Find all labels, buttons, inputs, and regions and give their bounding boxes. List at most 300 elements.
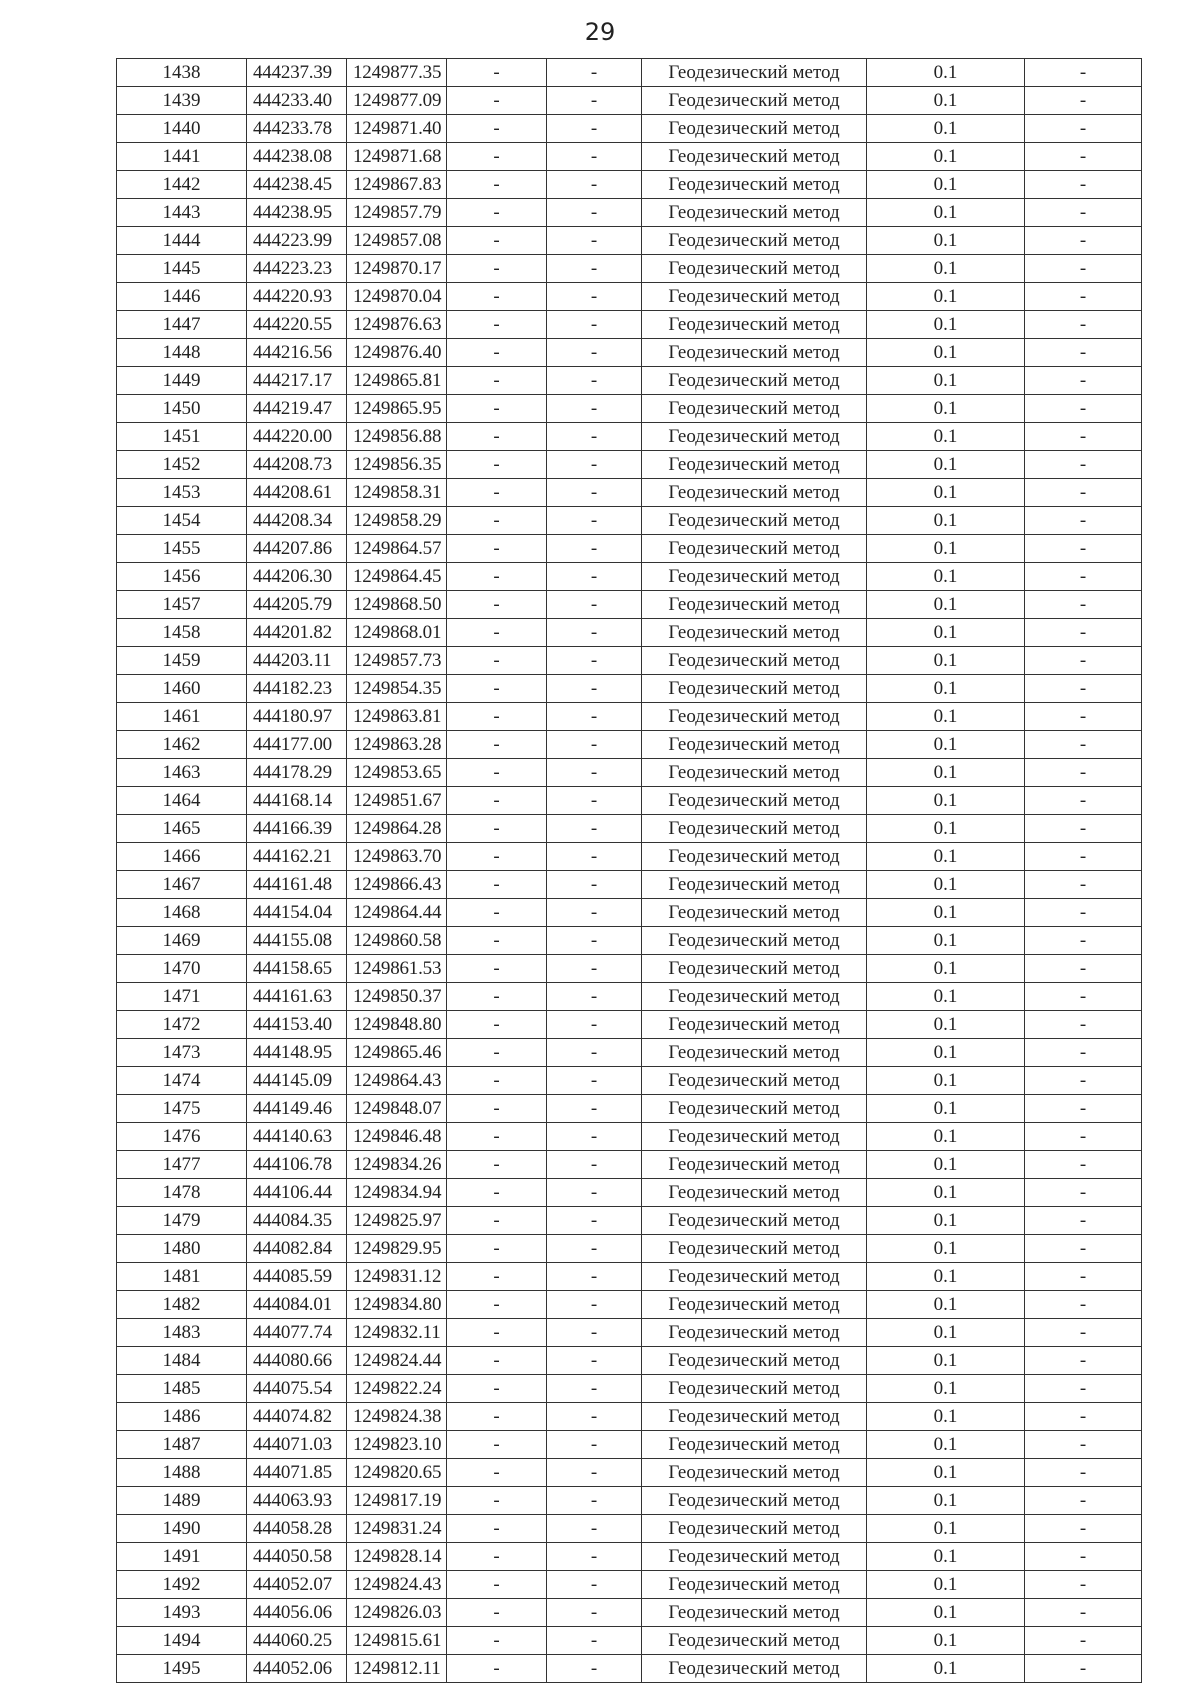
cell-empty-dash: - [1025,955,1142,983]
table-row [117,227,1142,255]
cell-point-number: 1473 [117,1039,247,1067]
table-row [117,283,1142,311]
cell-point-number: 1464 [117,787,247,815]
cell-empty-dash: - [1025,787,1142,815]
cell-empty-dash: - [447,367,547,395]
table-row [117,255,1142,283]
cell-empty-dash: - [447,1179,547,1207]
cell-empty-dash: - [547,899,642,927]
cell-empty-dash: - [547,1095,642,1123]
cell-point-number: 1494 [117,1627,247,1655]
cell-empty-dash: - [447,479,547,507]
cell-point-number: 1482 [117,1291,247,1319]
cell-empty-dash: - [1025,1067,1142,1095]
cell-coordinate-y: 1249850.37 [347,983,447,1011]
cell-coordinate-x: 444153.40 [247,1011,347,1039]
table-row [117,619,1142,647]
cell-method: Геодезический метод [642,1011,867,1039]
cell-coordinate-x: 444203.11 [247,647,347,675]
table-row [117,1291,1142,1319]
cell-empty-dash: - [547,115,642,143]
cell-coordinate-y: 1249865.46 [347,1039,447,1067]
cell-coordinate-x: 444223.23 [247,255,347,283]
cell-point-number: 1475 [117,1095,247,1123]
cell-method: Геодезический метод [642,1123,867,1151]
cell-empty-dash: - [1025,199,1142,227]
table-row [117,1123,1142,1151]
cell-empty-dash: - [447,1375,547,1403]
cell-empty-dash: - [547,1431,642,1459]
cell-coordinate-y: 1249864.57 [347,535,447,563]
cell-coordinate-y: 1249860.58 [347,927,447,955]
cell-empty-dash: - [1025,1403,1142,1431]
cell-accuracy: 0.1 [867,1179,1025,1207]
cell-empty-dash: - [447,899,547,927]
cell-method: Геодезический метод [642,1487,867,1515]
cell-empty-dash: - [547,1655,642,1683]
cell-coordinate-y: 1249877.35 [347,59,447,87]
cell-empty-dash: - [547,647,642,675]
cell-accuracy: 0.1 [867,1571,1025,1599]
cell-point-number: 1439 [117,87,247,115]
cell-point-number: 1441 [117,143,247,171]
cell-empty-dash: - [447,731,547,759]
cell-coordinate-y: 1249865.95 [347,395,447,423]
cell-method: Геодезический метод [642,479,867,507]
cell-accuracy: 0.1 [867,1235,1025,1263]
cell-point-number: 1478 [117,1179,247,1207]
cell-point-number: 1484 [117,1347,247,1375]
cell-accuracy: 0.1 [867,367,1025,395]
cell-coordinate-x: 444077.74 [247,1319,347,1347]
cell-method: Геодезический метод [642,171,867,199]
cell-empty-dash: - [1025,451,1142,479]
cell-empty-dash: - [447,927,547,955]
table-row [117,899,1142,927]
cell-empty-dash: - [1025,1347,1142,1375]
cell-point-number: 1479 [117,1207,247,1235]
table-row [117,339,1142,367]
cell-method: Геодезический метод [642,1375,867,1403]
cell-coordinate-y: 1249846.48 [347,1123,447,1151]
cell-method: Геодезический метод [642,983,867,1011]
cell-coordinate-y: 1249876.40 [347,339,447,367]
cell-empty-dash: - [547,339,642,367]
cell-coordinate-y: 1249820.65 [347,1459,447,1487]
cell-empty-dash: - [447,1543,547,1571]
cell-coordinate-x: 444205.79 [247,591,347,619]
cell-empty-dash: - [1025,1179,1142,1207]
cell-method: Геодезический метод [642,1095,867,1123]
cell-empty-dash: - [547,1319,642,1347]
cell-accuracy: 0.1 [867,1095,1025,1123]
table-row [117,591,1142,619]
cell-empty-dash: - [1025,871,1142,899]
cell-empty-dash: - [547,1207,642,1235]
cell-coordinate-x: 444178.29 [247,759,347,787]
cell-accuracy: 0.1 [867,591,1025,619]
cell-coordinate-x: 444063.93 [247,1487,347,1515]
cell-empty-dash: - [547,199,642,227]
cell-accuracy: 0.1 [867,143,1025,171]
cell-method: Геодезический метод [642,395,867,423]
cell-empty-dash: - [447,1655,547,1683]
cell-coordinate-x: 444238.08 [247,143,347,171]
table-row [117,563,1142,591]
cell-point-number: 1476 [117,1123,247,1151]
cell-empty-dash: - [547,591,642,619]
cell-empty-dash: - [447,1067,547,1095]
cell-empty-dash: - [1025,1039,1142,1067]
cell-empty-dash: - [447,675,547,703]
cell-empty-dash: - [447,647,547,675]
cell-empty-dash: - [447,1011,547,1039]
table-row [117,115,1142,143]
cell-point-number: 1457 [117,591,247,619]
cell-empty-dash: - [547,59,642,87]
table-row [117,1487,1142,1515]
cell-coordinate-x: 444074.82 [247,1403,347,1431]
cell-empty-dash: - [1025,59,1142,87]
cell-coordinate-x: 444154.04 [247,899,347,927]
cell-point-number: 1461 [117,703,247,731]
cell-point-number: 1443 [117,199,247,227]
cell-method: Геодезический метод [642,675,867,703]
cell-coordinate-x: 444238.95 [247,199,347,227]
cell-empty-dash: - [447,339,547,367]
cell-empty-dash: - [447,1235,547,1263]
table-row [117,87,1142,115]
cell-empty-dash: - [447,815,547,843]
cell-point-number: 1480 [117,1235,247,1263]
cell-point-number: 1445 [117,255,247,283]
cell-empty-dash: - [547,563,642,591]
cell-accuracy: 0.1 [867,1655,1025,1683]
cell-accuracy: 0.1 [867,1403,1025,1431]
cell-accuracy: 0.1 [867,1151,1025,1179]
table-row [117,1095,1142,1123]
cell-point-number: 1450 [117,395,247,423]
table-row [117,927,1142,955]
cell-point-number: 1468 [117,899,247,927]
cell-empty-dash: - [447,507,547,535]
cell-coordinate-x: 444155.08 [247,927,347,955]
cell-empty-dash: - [547,1067,642,1095]
cell-point-number: 1474 [117,1067,247,1095]
cell-point-number: 1493 [117,1599,247,1627]
cell-coordinate-y: 1249831.12 [347,1263,447,1291]
table-row [117,1039,1142,1067]
cell-empty-dash: - [547,1011,642,1039]
cell-empty-dash: - [1025,563,1142,591]
cell-method: Геодезический метод [642,1627,867,1655]
cell-coordinate-x: 444217.17 [247,367,347,395]
cell-accuracy: 0.1 [867,563,1025,591]
cell-method: Геодезический метод [642,815,867,843]
cell-empty-dash: - [547,1263,642,1291]
cell-coordinate-x: 444080.66 [247,1347,347,1375]
cell-point-number: 1491 [117,1543,247,1571]
cell-empty-dash: - [1025,675,1142,703]
cell-coordinate-y: 1249857.08 [347,227,447,255]
cell-empty-dash: - [447,59,547,87]
cell-empty-dash: - [447,1291,547,1319]
cell-empty-dash: - [447,199,547,227]
cell-coordinate-x: 444166.39 [247,815,347,843]
cell-empty-dash: - [547,367,642,395]
cell-point-number: 1471 [117,983,247,1011]
cell-empty-dash: - [547,1039,642,1067]
cell-empty-dash: - [447,787,547,815]
cell-empty-dash: - [547,283,642,311]
cell-accuracy: 0.1 [867,731,1025,759]
cell-method: Геодезический метод [642,423,867,451]
table-row [117,675,1142,703]
cell-empty-dash: - [447,1431,547,1459]
cell-coordinate-y: 1249866.43 [347,871,447,899]
cell-accuracy: 0.1 [867,1459,1025,1487]
cell-empty-dash: - [447,759,547,787]
cell-coordinate-x: 444106.44 [247,1179,347,1207]
cell-accuracy: 0.1 [867,1431,1025,1459]
cell-coordinate-y: 1249824.43 [347,1571,447,1599]
cell-method: Геодезический метод [642,59,867,87]
cell-empty-dash: - [1025,815,1142,843]
cell-coordinate-y: 1249871.68 [347,143,447,171]
cell-empty-dash: - [1025,843,1142,871]
cell-method: Геодезический метод [642,591,867,619]
cell-coordinate-y: 1249864.28 [347,815,447,843]
cell-empty-dash: - [547,1151,642,1179]
cell-empty-dash: - [1025,143,1142,171]
cell-empty-dash: - [1025,535,1142,563]
cell-empty-dash: - [447,983,547,1011]
cell-empty-dash: - [1025,1655,1142,1683]
cell-accuracy: 0.1 [867,983,1025,1011]
table-row [117,759,1142,787]
cell-empty-dash: - [1025,591,1142,619]
cell-point-number: 1456 [117,563,247,591]
cell-accuracy: 0.1 [867,843,1025,871]
cell-point-number: 1452 [117,451,247,479]
cell-method: Геодезический метод [642,1459,867,1487]
table-row [117,1655,1142,1683]
cell-method: Геодезический метод [642,507,867,535]
cell-empty-dash: - [1025,619,1142,647]
cell-coordinate-y: 1249834.26 [347,1151,447,1179]
cell-accuracy: 0.1 [867,955,1025,983]
cell-empty-dash: - [1025,1095,1142,1123]
cell-point-number: 1455 [117,535,247,563]
cell-coordinate-x: 444106.78 [247,1151,347,1179]
cell-method: Геодезический метод [642,843,867,871]
cell-point-number: 1459 [117,647,247,675]
cell-accuracy: 0.1 [867,647,1025,675]
table-row [117,395,1142,423]
cell-empty-dash: - [547,871,642,899]
cell-accuracy: 0.1 [867,1319,1025,1347]
table-row [117,787,1142,815]
cell-point-number: 1490 [117,1515,247,1543]
cell-point-number: 1495 [117,1655,247,1683]
cell-coordinate-x: 444060.25 [247,1627,347,1655]
table-row [117,1067,1142,1095]
cell-coordinate-y: 1249864.43 [347,1067,447,1095]
cell-empty-dash: - [1025,367,1142,395]
cell-method: Геодезический метод [642,1347,867,1375]
cell-empty-dash: - [447,1459,547,1487]
table-row [117,1599,1142,1627]
cell-empty-dash: - [447,451,547,479]
cell-method: Геодезический метод [642,1571,867,1599]
cell-empty-dash: - [447,1347,547,1375]
cell-empty-dash: - [547,423,642,451]
table-row [117,1207,1142,1235]
cell-method: Геодезический метод [642,619,867,647]
cell-empty-dash: - [447,283,547,311]
cell-empty-dash: - [447,619,547,647]
cell-coordinate-x: 444237.39 [247,59,347,87]
cell-empty-dash: - [547,171,642,199]
cell-empty-dash: - [447,1263,547,1291]
cell-coordinate-x: 444148.95 [247,1039,347,1067]
cell-accuracy: 0.1 [867,815,1025,843]
cell-coordinate-x: 444219.47 [247,395,347,423]
cell-empty-dash: - [547,703,642,731]
table-row [117,1263,1142,1291]
table-row [117,843,1142,871]
cell-coordinate-y: 1249829.95 [347,1235,447,1263]
cell-accuracy: 0.1 [867,1627,1025,1655]
cell-empty-dash: - [547,983,642,1011]
cell-coordinate-y: 1249824.38 [347,1403,447,1431]
cell-point-number: 1451 [117,423,247,451]
cell-coordinate-y: 1249877.09 [347,87,447,115]
cell-accuracy: 0.1 [867,1291,1025,1319]
cell-accuracy: 0.1 [867,1067,1025,1095]
cell-coordinate-y: 1249812.11 [347,1655,447,1683]
cell-coordinate-x: 444052.07 [247,1571,347,1599]
table-row [117,703,1142,731]
cell-empty-dash: - [1025,983,1142,1011]
cell-empty-dash: - [447,1599,547,1627]
cell-coordinate-x: 444162.21 [247,843,347,871]
cell-empty-dash: - [547,731,642,759]
cell-method: Геодезический метод [642,1067,867,1095]
cell-coordinate-y: 1249865.81 [347,367,447,395]
cell-accuracy: 0.1 [867,535,1025,563]
table-row [117,731,1142,759]
cell-coordinate-y: 1249857.79 [347,199,447,227]
cell-coordinate-x: 444223.99 [247,227,347,255]
cell-coordinate-x: 444201.82 [247,619,347,647]
cell-coordinate-y: 1249870.17 [347,255,447,283]
cell-empty-dash: - [547,927,642,955]
cell-accuracy: 0.1 [867,1375,1025,1403]
cell-empty-dash: - [547,1487,642,1515]
cell-empty-dash: - [547,1123,642,1151]
table-row [117,1319,1142,1347]
cell-coordinate-x: 444052.06 [247,1655,347,1683]
cell-empty-dash: - [1025,1599,1142,1627]
table-row [117,1459,1142,1487]
cell-point-number: 1465 [117,815,247,843]
cell-empty-dash: - [547,255,642,283]
cell-accuracy: 0.1 [867,1515,1025,1543]
cell-empty-dash: - [447,1627,547,1655]
cell-method: Геодезический метод [642,143,867,171]
cell-coordinate-y: 1249848.80 [347,1011,447,1039]
cell-method: Геодезический метод [642,1319,867,1347]
cell-coordinate-x: 444233.78 [247,115,347,143]
cell-coordinate-x: 444161.48 [247,871,347,899]
cell-method: Геодезический метод [642,255,867,283]
cell-empty-dash: - [547,479,642,507]
cell-coordinate-y: 1249858.31 [347,479,447,507]
cell-empty-dash: - [447,143,547,171]
cell-point-number: 1458 [117,619,247,647]
cell-empty-dash: - [1025,1543,1142,1571]
cell-accuracy: 0.1 [867,115,1025,143]
table-row [117,1571,1142,1599]
table-row [117,955,1142,983]
cell-coordinate-x: 444158.65 [247,955,347,983]
cell-empty-dash: - [547,87,642,115]
table-row [117,311,1142,339]
cell-empty-dash: - [447,255,547,283]
cell-empty-dash: - [447,87,547,115]
cell-coordinate-y: 1249832.11 [347,1319,447,1347]
table-row [117,451,1142,479]
cell-accuracy: 0.1 [867,703,1025,731]
table-row [117,1515,1142,1543]
cell-empty-dash: - [1025,1515,1142,1543]
cell-empty-dash: - [1025,507,1142,535]
cell-empty-dash: - [1025,703,1142,731]
cell-coordinate-x: 444071.85 [247,1459,347,1487]
cell-accuracy: 0.1 [867,451,1025,479]
cell-coordinate-y: 1249851.67 [347,787,447,815]
cell-coordinate-y: 1249863.28 [347,731,447,759]
cell-empty-dash: - [547,675,642,703]
cell-empty-dash: - [1025,1487,1142,1515]
cell-coordinate-y: 1249856.88 [347,423,447,451]
cell-empty-dash: - [1025,339,1142,367]
cell-coordinate-y: 1249834.94 [347,1179,447,1207]
cell-empty-dash: - [1025,899,1142,927]
cell-empty-dash: - [1025,423,1142,451]
cell-empty-dash: - [447,171,547,199]
cell-point-number: 1470 [117,955,247,983]
table-row [117,1403,1142,1431]
cell-empty-dash: - [447,311,547,339]
cell-empty-dash: - [1025,927,1142,955]
cell-empty-dash: - [447,1151,547,1179]
table-row [117,479,1142,507]
cell-empty-dash: - [1025,731,1142,759]
cell-empty-dash: - [547,507,642,535]
cell-empty-dash: - [1025,1431,1142,1459]
cell-method: Геодезический метод [642,311,867,339]
cell-empty-dash: - [447,115,547,143]
cell-point-number: 1444 [117,227,247,255]
table-row [117,1543,1142,1571]
coordinates-table [116,58,1142,1683]
cell-point-number: 1469 [117,927,247,955]
table-row [117,1627,1142,1655]
cell-method: Геодезический метод [642,1543,867,1571]
cell-coordinate-y: 1249858.29 [347,507,447,535]
